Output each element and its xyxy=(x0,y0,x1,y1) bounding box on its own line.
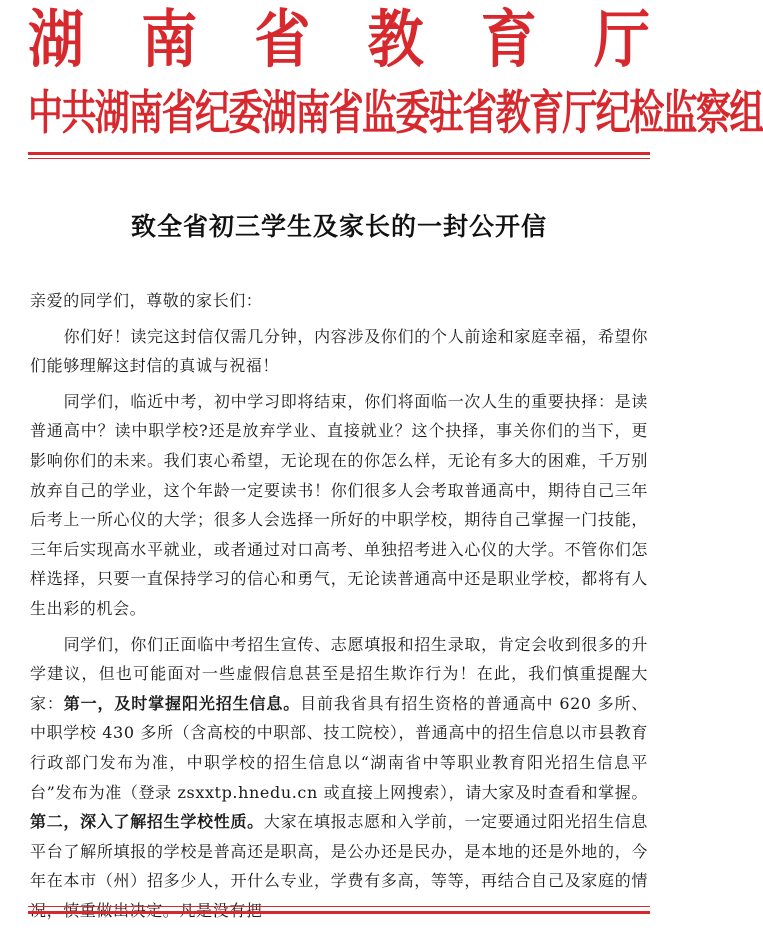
issuer-char: 南 xyxy=(141,4,198,77)
document-title: 致全省初三学生及家长的一封公开信 xyxy=(130,212,547,241)
paragraph-reminders xyxy=(30,630,648,926)
letterhead-rule-thick xyxy=(28,152,650,155)
joint-issuer-text: 中共湖南省纪委湖南省监委驻省教育厅纪检监察组 xyxy=(28,87,763,141)
letterhead-joint-issuer xyxy=(28,84,763,144)
letterhead-issuer xyxy=(28,4,650,77)
point1-heading: 第一，及时掌握阳光招生信息。 xyxy=(63,693,301,713)
issuer-char: 教 xyxy=(367,4,424,77)
letter-body xyxy=(30,286,648,925)
reminder-intro: 同学们，你们正面临中考招生宣传、志愿填报和招生录取，肯定会收到很多的升学建议，但也可能面对一些虚假信息甚至是招生欺诈行为！在此，我们慎重提醒大家： xyxy=(30,634,648,713)
issuer-char: 育 xyxy=(480,4,537,77)
issuer-char: 省 xyxy=(254,4,311,77)
footer-rule-thick xyxy=(28,911,650,914)
point1-body: 目前我省具有招生资格的普通高中 620 多所、中职学校 430 多所（含高校的中职部、技工院校），普通高中的招生信息以市县教育行政部门发布为准，中职学校的招生信息以“湖南省中等职业教育阳光招生信息平台”发布为准（登录 zsxxtp.hnedu.cn 或直接上网搜索），请大家及时查看和掌握。 xyxy=(30,693,648,802)
point2-body: 大家在填报志愿和入学前，一定要通过阳光招生信息平台了解所填报的学校是普高还是职高，是公办还是民办，是本地的还是外地的，今年在本市（州）招多少人，开什么专业，学费有多高，等等，再结合自己及家庭的情 xyxy=(30,812,648,891)
point2-heading: 第二，深入了解招生学校性质。 xyxy=(30,812,264,832)
salutation: 亲爱的同学们，尊敬的家长们： xyxy=(30,291,263,310)
issuer-char: 厅 xyxy=(593,4,650,77)
letterhead-rule-thin xyxy=(28,158,650,159)
paragraph-choice: 同学们，临近中考，初中学习即将结束，你们将面临一次人生的重要抉择：是读普通高中？读中职学校?还是放弃学业、直接就业？这个抉择，事关你们的当下，更影响你们的未来。我们衷心希望，无论现在的你怎么样，无论有多大的困难，千万别放弃自己的学业，这个年龄一定要读书！你们很多人会考取普通高中，期待自己三年后考上一所心仪的大学；很多人会选择一所好的中职学校，期待自己掌握一门技能，三年后实现高水平就业，或者通过对口高考、单独招考进入心仪的大学。不管你们怎样选择，只要一直保持学习的信心和勇气，无论读普通高中还是职业学校，都将有人生出彩的机会。 xyxy=(30,391,648,618)
paragraph-greeting: 你们好！读完这封信仅需几分钟，内容涉及你们的个人前途和家庭幸福，希望你们能够理解这封信的真诚与祝福！ xyxy=(30,326,648,376)
issuer-char: 湖 xyxy=(28,4,84,77)
footer-rule-thin xyxy=(28,906,650,907)
